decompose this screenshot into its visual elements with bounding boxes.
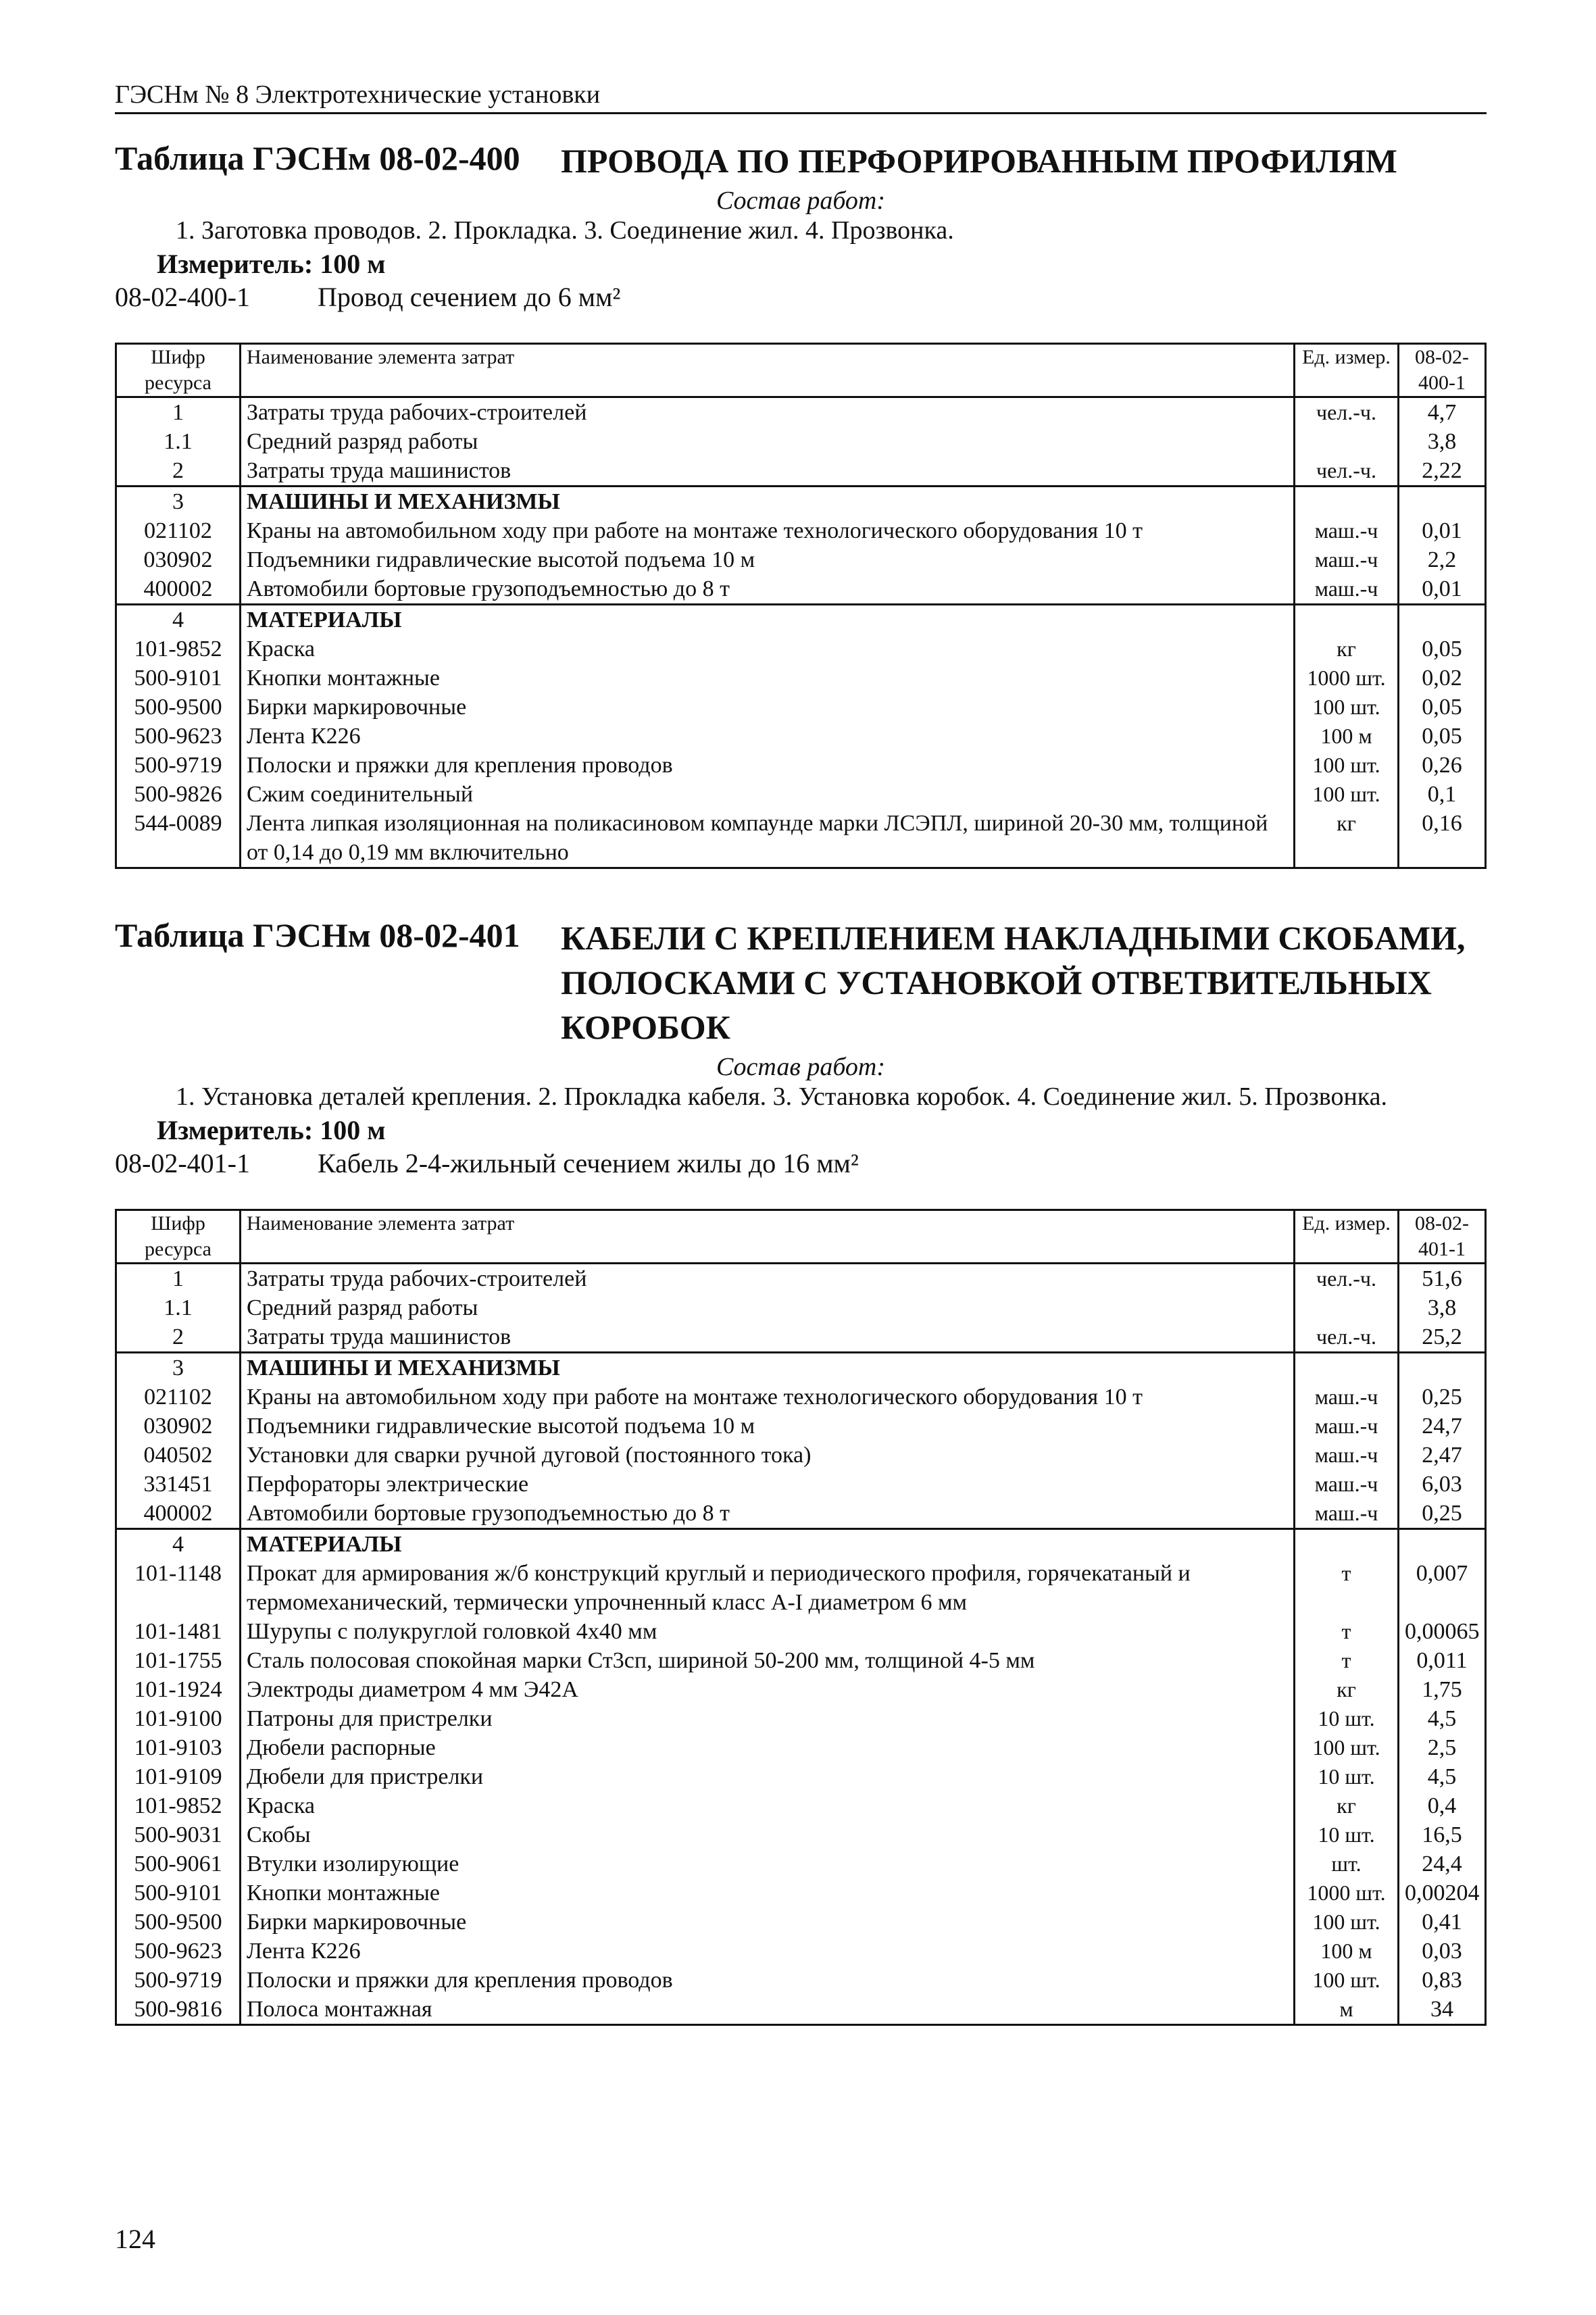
table-row xyxy=(116,545,1486,574)
resource-code: 3 xyxy=(116,1353,241,1383)
table-row xyxy=(116,1966,1486,1995)
norm-value: 34 xyxy=(1430,1997,1453,2022)
cost-element-name: Автомобили бортовые грузоподъемностью до 8 т xyxy=(241,574,1295,605)
group-row xyxy=(116,487,1486,517)
unit-of-measure: 100 шт. xyxy=(1295,1966,1399,1995)
cost-element-name: Краска xyxy=(241,1791,1295,1820)
unit-of-measure: кг xyxy=(1295,1675,1399,1704)
norm-value: 0,011 xyxy=(1416,1648,1468,1673)
resource-code: 1 xyxy=(116,397,241,428)
cost-element-name: Лента К226 xyxy=(241,1937,1295,1966)
table-row xyxy=(116,1293,1486,1322)
resource-code: 040502 xyxy=(116,1441,241,1470)
norm-code: 08-02-400-1 xyxy=(115,282,250,312)
unit-of-measure: 10 шт. xyxy=(1295,1704,1399,1733)
norm-value: 24,7 xyxy=(1422,1414,1462,1439)
norm-value: 24,4 xyxy=(1422,1851,1462,1876)
cost-element-name: Затраты труда машинистов xyxy=(241,1322,1295,1353)
cost-element-name: Сжим соединительный xyxy=(241,780,1295,809)
norm-value: 0,00065 xyxy=(1405,1619,1480,1644)
table-row xyxy=(116,1937,1486,1966)
cost-element-name: Скобы xyxy=(241,1820,1295,1849)
resource-code: 500-9623 xyxy=(116,1937,241,1966)
norm-value xyxy=(1399,605,1486,635)
header-unit: Ед. измер. xyxy=(1295,344,1399,397)
resource-code: 2 xyxy=(116,456,241,487)
unit-of-measure xyxy=(1295,1529,1399,1560)
resource-code: 500-9719 xyxy=(116,751,241,780)
unit-of-measure: маш.-ч xyxy=(1295,545,1399,574)
table-name: ПРОВОДА ПО ПЕРФОРИРОВАННЫМ ПРОФИЛЯМ xyxy=(561,142,1397,180)
table-row xyxy=(116,1675,1486,1704)
unit-of-measure: маш.-ч xyxy=(1295,1470,1399,1499)
table-row xyxy=(116,780,1486,809)
resource-code: 2 xyxy=(116,1322,241,1353)
cost-element-name: Затраты труда рабочих-строителей xyxy=(241,1264,1295,1294)
resource-code: 101-9852 xyxy=(116,1791,241,1820)
cost-element-name: МАШИНЫ И МЕХАНИЗМЫ xyxy=(241,487,1295,517)
resource-code: 500-9101 xyxy=(116,1878,241,1908)
cost-element-name: Кнопки монтажные xyxy=(241,1878,1295,1908)
table-code: Таблица ГЭСНм 08-02-400 xyxy=(115,139,520,177)
header-unit: Ед. измер. xyxy=(1295,1210,1399,1264)
header-resource-code: Шифр ресурса xyxy=(116,344,241,397)
table-row xyxy=(116,1733,1486,1762)
resource-code: 030902 xyxy=(116,1412,241,1441)
unit-of-measure: т xyxy=(1295,1617,1399,1646)
resource-code: 331451 xyxy=(116,1470,241,1499)
resource-code: 3 xyxy=(116,487,241,517)
header-resource-code: Шифр ресурса xyxy=(116,1210,241,1264)
table-section-08-02-400 xyxy=(115,139,1487,869)
norm-name: Провод сечением до 6 мм² xyxy=(318,282,621,312)
table-row xyxy=(116,1849,1486,1878)
works-list: 1. Заготовка проводов. 2. Прокладка. 3. Соединение жил. 4. Прозвонка. xyxy=(176,216,954,245)
norm-code: 08-02-401-1 xyxy=(115,1148,250,1178)
cost-element-name: Прокат для армирования ж/б конструкций круглый и периодического профиля, горячекатаный и термомеханический, термически упрочненный класс А-I диаметром 6 мм xyxy=(241,1559,1295,1617)
cost-element-name: Краны на автомобильном ходу при работе на монтаже технологического оборудования 10 т xyxy=(241,1383,1295,1412)
table-row xyxy=(116,1820,1486,1849)
header-cost-element: Наименование элемента затрат xyxy=(241,344,1295,397)
table-row xyxy=(116,1995,1486,2025)
norm-value: 4,7 xyxy=(1399,397,1486,428)
cost-element-name: Лента липкая изоляционная на поликасиновом компаунде марки ЛСЭПЛ, шириной 20-30 мм, толщиной от 0,14 до 0,19 мм включительно xyxy=(241,809,1295,868)
norm-value: 0,007 xyxy=(1416,1561,1468,1586)
cost-element-name: МАТЕРИАЛЫ xyxy=(241,605,1295,635)
table-row xyxy=(116,516,1486,545)
cost-element-name: Бирки маркировочные xyxy=(241,1908,1295,1937)
resource-code: 101-1148 xyxy=(116,1559,241,1617)
unit-of-measure: 10 шт. xyxy=(1295,1762,1399,1791)
works-list: 1. Установка деталей крепления. 2. Прокладка кабеля. 3. Установка коробок. 4. Соединение жил. 5. Прозвонка. xyxy=(176,1082,1388,1111)
norm-line xyxy=(115,1147,1487,1179)
unit-of-measure: 100 шт. xyxy=(1295,780,1399,809)
norm-value: 0,25 xyxy=(1422,1385,1462,1410)
norm-name: Кабель 2-4-жильный сечением жилы до 16 мм² xyxy=(318,1148,859,1178)
resource-code: 030902 xyxy=(116,545,241,574)
cost-element-name: Кнопки монтажные xyxy=(241,664,1295,693)
table-title-row xyxy=(115,139,1487,183)
table-row xyxy=(116,574,1486,605)
unit-of-measure: 1000 шт. xyxy=(1295,664,1399,693)
cost-element-name: Сталь полосовая спокойная марки Ст3сп, шириной 50-200 мм, толщиной 4-5 мм xyxy=(241,1646,1295,1675)
unit-of-measure xyxy=(1295,605,1399,635)
table-row xyxy=(116,1499,1486,1529)
table-title-row xyxy=(115,916,1487,1049)
resource-code: 500-9500 xyxy=(116,693,241,722)
resource-code: 1.1 xyxy=(116,427,241,456)
norm-value: 0,26 xyxy=(1422,753,1462,778)
unit-of-measure: 100 шт. xyxy=(1295,1733,1399,1762)
page-number: 124 xyxy=(115,2224,155,2254)
resource-code: 500-9826 xyxy=(116,780,241,809)
resource-code: 101-9103 xyxy=(116,1733,241,1762)
unit-of-measure: 10 шт. xyxy=(1295,1820,1399,1849)
norm-value: 2,47 xyxy=(1422,1443,1462,1468)
table-row xyxy=(116,1264,1486,1294)
table-row xyxy=(116,1322,1486,1353)
norm-value: 1,75 xyxy=(1422,1677,1462,1702)
norm-value: 2,2 xyxy=(1427,547,1457,572)
norm-value xyxy=(1399,1353,1486,1383)
resource-code: 101-9109 xyxy=(116,1762,241,1791)
cost-element-name: Затраты труда рабочих-строителей xyxy=(241,397,1295,428)
cost-element-name: Краска xyxy=(241,634,1295,664)
cost-element-name: Бирки маркировочные xyxy=(241,693,1295,722)
norm-value: 2,22 xyxy=(1422,458,1462,483)
unit-of-measure: чел.-ч. xyxy=(1295,456,1399,487)
header-cost-element: Наименование элемента затрат xyxy=(241,1210,1295,1264)
running-header: ГЭСНм № 8 Электротехнические установки xyxy=(115,80,1487,114)
unit-of-measure: чел.-ч. xyxy=(1295,397,1399,428)
cost-element-name: Подъемники гидравлические высотой подъема 10 м xyxy=(241,1412,1295,1441)
unit-of-measure: 100 м xyxy=(1295,1937,1399,1966)
unit-of-measure: 100 м xyxy=(1295,722,1399,751)
resource-code: 500-9061 xyxy=(116,1849,241,1878)
resource-code: 400002 xyxy=(116,1499,241,1529)
norm-value: 6,03 xyxy=(1422,1472,1462,1497)
resource-code: 101-1755 xyxy=(116,1646,241,1675)
group-row xyxy=(116,1353,1486,1383)
norm-line xyxy=(115,281,1487,313)
cost-element-name: Подъемники гидравлические высотой подъема 10 м xyxy=(241,545,1295,574)
cost-element-name: Полоски и пряжки для крепления проводов xyxy=(241,751,1295,780)
resource-code: 101-1481 xyxy=(116,1617,241,1646)
norm-value: 0,41 xyxy=(1422,1910,1462,1935)
cost-element-name: Втулки изолирующие xyxy=(241,1849,1295,1878)
unit-of-measure: 100 шт. xyxy=(1295,693,1399,722)
table-row xyxy=(116,1762,1486,1791)
table-row xyxy=(116,427,1486,456)
unit-of-measure: кг xyxy=(1295,634,1399,664)
norm-value: 2,5 xyxy=(1427,1735,1457,1760)
resource-code: 500-9816 xyxy=(116,1995,241,2025)
unit-of-measure: шт. xyxy=(1295,1849,1399,1878)
table-row xyxy=(116,1441,1486,1470)
norm-value: 0,01 xyxy=(1422,518,1462,543)
norm-value: 4,5 xyxy=(1427,1764,1457,1789)
cost-element-name: Электроды диаметром 4 мм Э42А xyxy=(241,1675,1295,1704)
resource-code: 101-1924 xyxy=(116,1675,241,1704)
works-composition-label: Состав работ: xyxy=(716,186,886,215)
resource-code: 544-0089 xyxy=(116,809,241,868)
table-row xyxy=(116,751,1486,780)
unit-of-measure: чел.-ч. xyxy=(1295,1264,1399,1294)
norm-value: 0,01 xyxy=(1422,576,1462,601)
table-row xyxy=(116,1412,1486,1441)
cost-element-name: Патроны для пристрелки xyxy=(241,1704,1295,1733)
unit-of-measure: м xyxy=(1295,1995,1399,2025)
unit-of-measure: маш.-ч xyxy=(1295,1412,1399,1441)
works-composition-label: Состав работ: xyxy=(716,1053,886,1081)
resource-code: 500-9101 xyxy=(116,664,241,693)
cost-element-name: Полоски и пряжки для крепления проводов xyxy=(241,1966,1295,1995)
norm-value: 0,1 xyxy=(1427,782,1457,807)
norm-value: 0,25 xyxy=(1422,1501,1462,1526)
cost-element-name: Затраты труда машинистов xyxy=(241,456,1295,487)
table-header-row xyxy=(116,1210,1486,1264)
norm-value: 0,16 xyxy=(1422,811,1462,836)
norm-value xyxy=(1399,487,1486,517)
measure-unit: Измеритель: 100 м xyxy=(157,249,386,279)
resource-code: 101-9100 xyxy=(116,1704,241,1733)
unit-of-measure: маш.-ч xyxy=(1295,574,1399,605)
unit-of-measure: т xyxy=(1295,1646,1399,1675)
table-row xyxy=(116,664,1486,693)
resource-table xyxy=(115,1209,1487,2026)
cost-element-name: Шурупы с полукруглой головкой 4х40 мм xyxy=(241,1617,1295,1646)
norm-value: 0,00204 xyxy=(1405,1881,1480,1906)
table-section-08-02-401 xyxy=(115,916,1487,2026)
unit-of-measure: кг xyxy=(1295,809,1399,868)
unit-of-measure xyxy=(1295,487,1399,517)
table-row xyxy=(116,1646,1486,1675)
cost-element-name: Дюбели для пристрелки xyxy=(241,1762,1295,1791)
norm-value: 4,5 xyxy=(1427,1706,1457,1731)
header-norm-value: 08-02-400-1 xyxy=(1399,344,1486,397)
unit-of-measure: маш.-ч xyxy=(1295,1499,1399,1529)
table-row xyxy=(116,809,1486,868)
cost-element-name: Средний разряд работы xyxy=(241,1293,1295,1322)
resource-table xyxy=(115,343,1487,869)
resource-code: 400002 xyxy=(116,574,241,605)
unit-of-measure: маш.-ч xyxy=(1295,516,1399,545)
table-row xyxy=(116,397,1486,428)
cost-element-name: МАТЕРИАЛЫ xyxy=(241,1529,1295,1560)
table-row xyxy=(116,1559,1486,1617)
unit-of-measure: кг xyxy=(1295,1791,1399,1820)
norm-value: 3,8 xyxy=(1427,429,1457,454)
unit-of-measure: 1000 шт. xyxy=(1295,1878,1399,1908)
norm-value: 0,4 xyxy=(1427,1793,1457,1818)
header-norm-value: 08-02-401-1 xyxy=(1399,1210,1486,1264)
norm-value: 3,8 xyxy=(1427,1295,1457,1320)
resource-code: 1 xyxy=(116,1264,241,1294)
resource-code: 500-9500 xyxy=(116,1908,241,1937)
measure-unit: Измеритель: 100 м xyxy=(157,1115,386,1145)
resource-code: 101-9852 xyxy=(116,634,241,664)
table-row xyxy=(116,456,1486,487)
cost-element-name: Полоса монтажная xyxy=(241,1995,1295,2025)
unit-of-measure xyxy=(1295,1353,1399,1383)
table-row xyxy=(116,1383,1486,1412)
resource-code: 500-9031 xyxy=(116,1820,241,1849)
unit-of-measure xyxy=(1295,1293,1399,1322)
cost-element-name: Краны на автомобильном ходу при работе на монтаже технологического оборудования 10 т xyxy=(241,516,1295,545)
resource-code: 500-9623 xyxy=(116,722,241,751)
norm-value: 0,05 xyxy=(1422,724,1462,749)
norm-value: 0,05 xyxy=(1422,637,1462,662)
resource-code: 1.1 xyxy=(116,1293,241,1322)
norm-value: 51,6 xyxy=(1399,1264,1486,1294)
norm-value: 0,03 xyxy=(1422,1939,1462,1964)
table-row xyxy=(116,1908,1486,1937)
resource-code: 4 xyxy=(116,1529,241,1560)
table-code: Таблица ГЭСНм 08-02-401 xyxy=(115,916,520,954)
resource-code: 4 xyxy=(116,605,241,635)
unit-of-measure: 100 шт. xyxy=(1295,751,1399,780)
unit-of-measure: маш.-ч xyxy=(1295,1441,1399,1470)
resource-code: 500-9719 xyxy=(116,1966,241,1995)
cost-element-name: МАШИНЫ И МЕХАНИЗМЫ xyxy=(241,1353,1295,1383)
unit-of-measure: маш.-ч xyxy=(1295,1383,1399,1412)
resource-code: 021102 xyxy=(116,1383,241,1412)
group-row xyxy=(116,605,1486,635)
norm-value: 16,5 xyxy=(1422,1822,1462,1847)
cost-element-name: Средний разряд работы xyxy=(241,427,1295,456)
norm-value xyxy=(1399,1529,1486,1560)
norm-value: 0,05 xyxy=(1422,695,1462,720)
table-row xyxy=(116,1878,1486,1908)
table-name: КАБЕЛИ С КРЕПЛЕНИЕМ НАКЛАДНЫМИ СКОБАМИ, ПОЛОСКАМИ С УСТАНОВКОЙ ОТВЕТВИТЕЛЬНЫХ КОРОБОК xyxy=(561,919,1466,1046)
table-row xyxy=(116,1704,1486,1733)
table-row xyxy=(116,693,1486,722)
norm-value: 25,2 xyxy=(1422,1324,1462,1349)
cost-element-name: Перфораторы электрические xyxy=(241,1470,1295,1499)
table-row xyxy=(116,634,1486,664)
resource-code: 021102 xyxy=(116,516,241,545)
cost-element-name: Автомобили бортовые грузоподъемностью до 8 т xyxy=(241,1499,1295,1529)
norm-value: 0,83 xyxy=(1422,1968,1462,1993)
unit-of-measure: чел.-ч. xyxy=(1295,1322,1399,1353)
group-row xyxy=(116,1529,1486,1560)
cost-element-name: Установки для сварки ручной дуговой (постоянного тока) xyxy=(241,1441,1295,1470)
unit-of-measure: 100 шт. xyxy=(1295,1908,1399,1937)
norm-value: 0,02 xyxy=(1422,666,1462,691)
cost-element-name: Лента К226 xyxy=(241,722,1295,751)
table-row xyxy=(116,1617,1486,1646)
table-row xyxy=(116,722,1486,751)
unit-of-measure: т xyxy=(1295,1559,1399,1617)
unit-of-measure xyxy=(1295,427,1399,456)
cost-element-name: Дюбели распорные xyxy=(241,1733,1295,1762)
table-row xyxy=(116,1470,1486,1499)
table-header-row xyxy=(116,344,1486,397)
table-row xyxy=(116,1791,1486,1820)
